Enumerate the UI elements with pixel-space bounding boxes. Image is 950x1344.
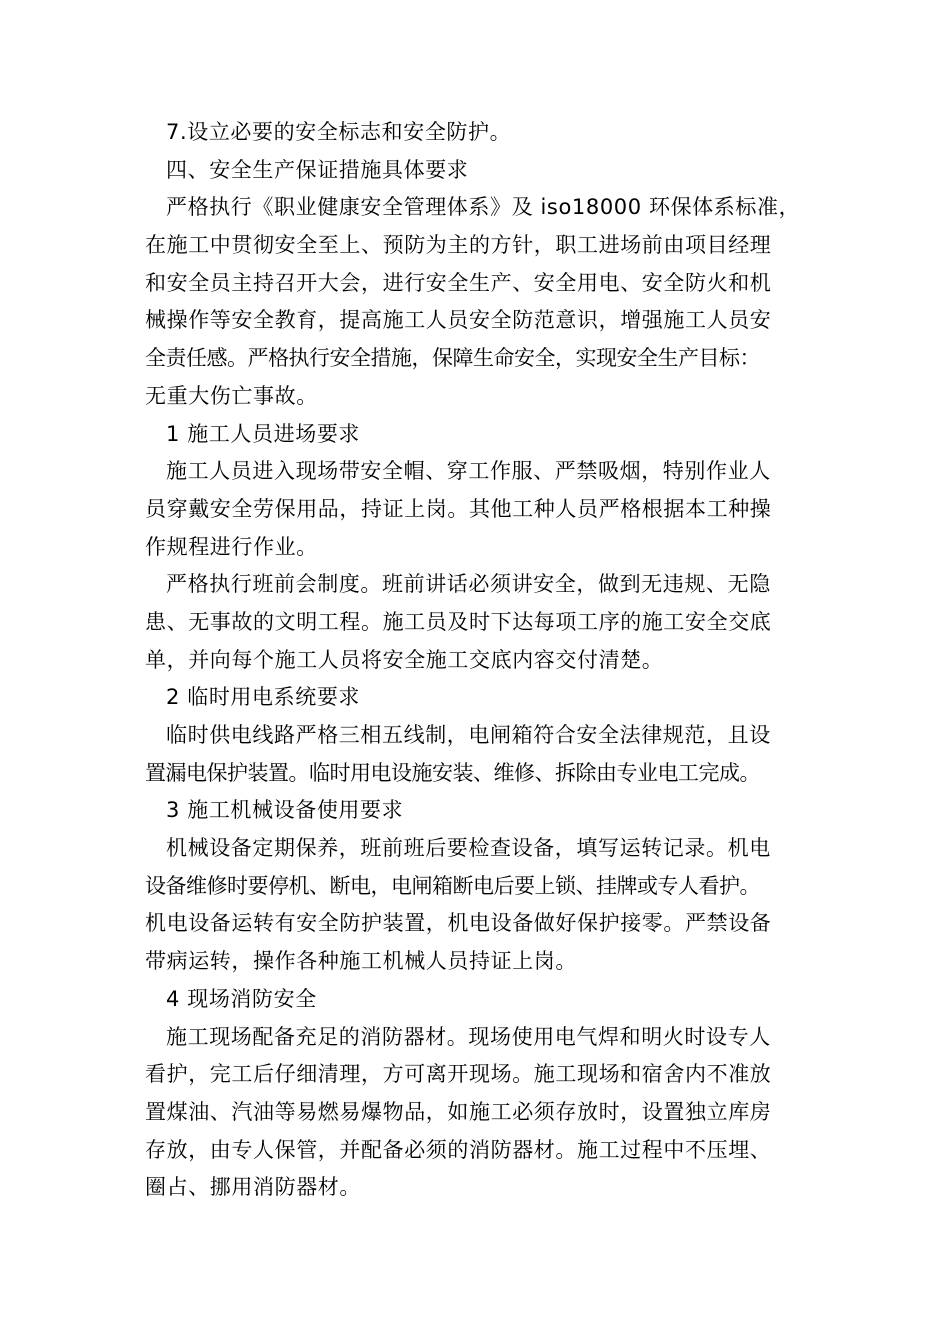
subsection-heading: 1 施工人员进场要求 [166,421,361,446]
section-heading: 四、安全生产保证措施具体要求 [166,157,469,182]
text-line: 严格执行班前会制度。班前讲话必须讲安全，做到无违规、无隐 [166,572,771,597]
text-line: 机电设备运转有安全防护装置，机电设备做好保护接零。严禁设备 [145,911,772,936]
text-line: 和安全员主持召开大会，进行安全生产、安全用电、安全防火和机 [145,270,772,295]
text-line: 员穿戴安全劳保用品，持证上岗。其他工种人员严格根据本工种操 [145,496,772,521]
text-line: 施工人员进入现场带安全帽、穿工作服、严禁吸烟，特别作业人 [166,459,771,484]
text-line: 圈占、挪用消防器材。 [145,1175,361,1200]
text-line: 置漏电保护装置。临时用电设施安装、维修、拆除由专业电工完成。 [145,760,760,785]
text-line: 全责任感。严格执行安全措施，保障生命安全，实现安全生产目标： [145,346,760,371]
text-line: 带病运转，操作各种施工机械人员持证上岗。 [145,949,577,974]
text-line: 施工现场配备充足的消防器材。现场使用电气焊和明火时设专人 [166,1024,771,1049]
text-line: 作规程进行作业。 [145,534,318,559]
subsection-heading: 2 临时用电系统要求 [166,685,361,710]
text-line: 单，并向每个施工人员将安全施工交底内容交付清楚。 [145,647,664,672]
subsection-heading: 3 施工机械设备使用要求 [166,798,404,823]
text-line: 看护，完工后仔细清理，方可离开现场。施工现场和宿舍内不准放 [145,1062,772,1087]
text-line: 存放，由专人保管，并配备必须的消防器材。施工过程中不压埋、 [145,1137,772,1162]
text-line: 械操作等安全教育，提高施工人员安全防范意识，增强施工人员安 [145,308,772,333]
text-line: 患、无事故的文明工程。施工员及时下达每项工序的施工安全交底 [145,609,772,634]
text-line: 严格执行《职业健康安全管理体系》及 iso18000 环保体系标准， [166,195,801,220]
text-line: 置煤油、汽油等易燃易爆物品，如施工必须存放时，设置独立库房 [145,1099,772,1124]
text-line: 设备维修时要停机、断电，电闸箱断电后要上锁、挂牌或专人看护。 [145,873,760,898]
text-line: 临时供电线路严格三相五线制，电闸箱符合安全法律规范，且设 [166,723,771,747]
text-line: 无重大伤亡事故。 [145,383,318,408]
subsection-heading: 4 现场消防安全 [166,986,317,1011]
text-line: 机械设备定期保养，班前班后要检查设备，填写运转记录。机电 [166,836,771,861]
text-line: 7.设立必要的安全标志和安全防护。 [166,120,512,144]
text-line: 在施工中贯彻安全至上、预防为主的方针，职工进场前由项目经理 [145,233,772,258]
document-page [145,114,817,1207]
